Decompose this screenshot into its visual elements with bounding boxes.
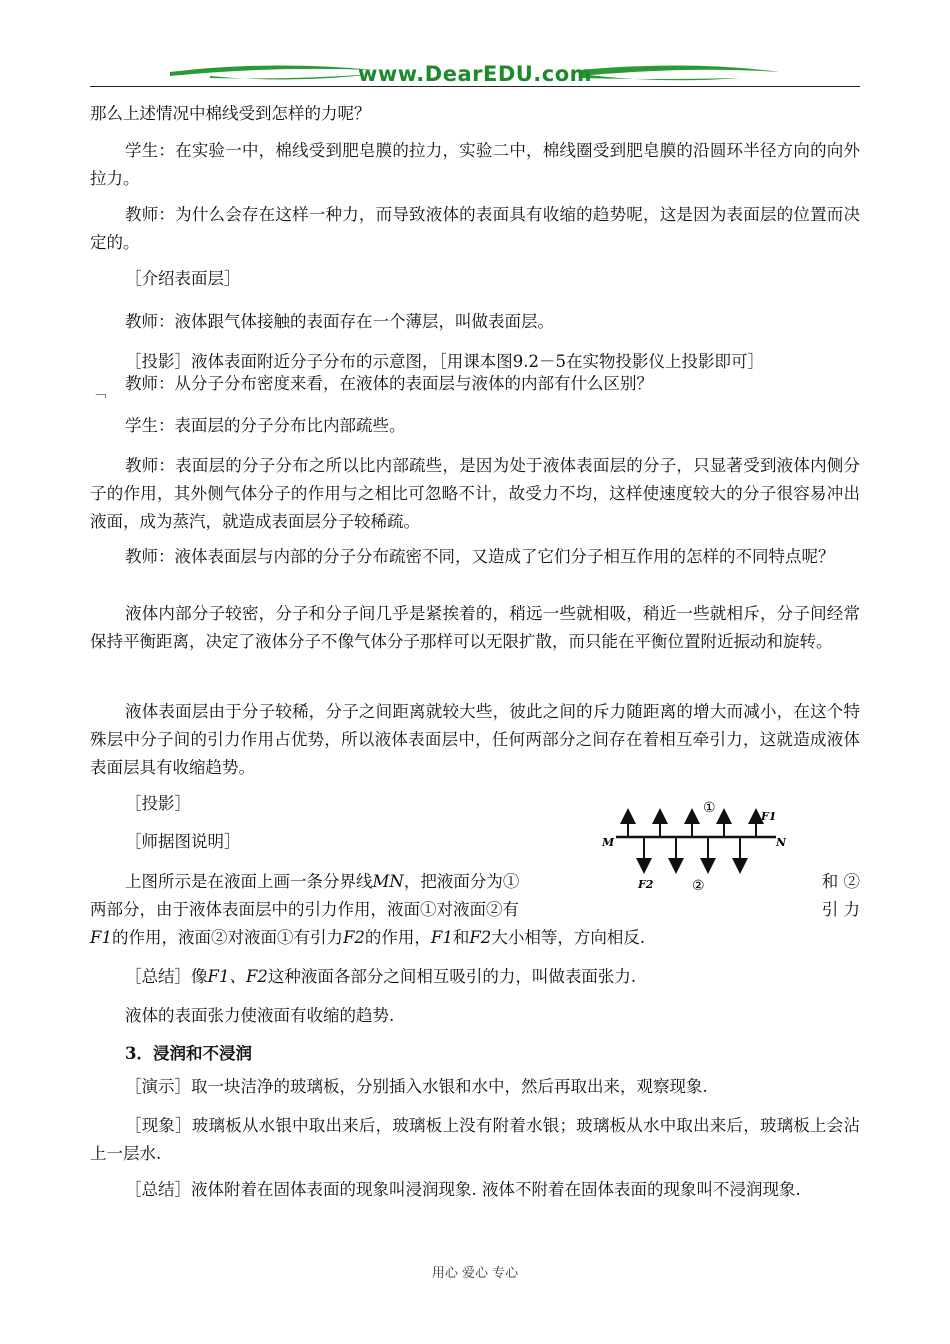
paragraph-line-right: 引 力	[821, 900, 860, 919]
var-f1-f2: F1、F2	[207, 967, 268, 986]
region-2-label: ②	[692, 878, 705, 894]
paragraph-line	[90, 924, 860, 952]
section-heading: 3．浸润和不浸润	[125, 1044, 252, 1063]
var-f2: F2	[469, 928, 492, 947]
paragraph: ［总结］液体附着在固体表面的现象叫浸润现象. 液体不附着在固体表面的现象叫不浸润现象.	[125, 1180, 801, 1199]
paragraph-line: 两部分，由于液体表面层中的引力作用，液面①对液面②有	[90, 900, 519, 919]
text-span: 的作用，	[364, 928, 431, 947]
paragraph: ［演示］取一块洁净的玻璃板，分别插入水银和水中，然后再取出来，观察现象.	[125, 1077, 708, 1096]
footer-text: 用心 爱心 专心	[431, 1266, 519, 1281]
text-span: ，把液面分为①	[403, 872, 520, 891]
paragraph: 教师：从分子分布密度来看，在液体的表面层与液体的内部有什么区别？	[125, 374, 653, 393]
text-span: 的作用，液面②对液面①有引力	[111, 928, 343, 947]
paragraph: 那么上述情况中棉线受到怎样的力呢？	[90, 104, 371, 123]
force-f2-label: F2	[638, 878, 654, 891]
force-f1-label: F1	[761, 810, 777, 823]
paragraph: 液体内部分子较密，分子和分子间几乎是紧挨着的，稍远一些就相吸，稍近一些就相斥，分子间经常保持平衡距离，决定了液体分子不像气体分子那样可以无限扩散，而只能在平衡位置附近振动和旋转。	[90, 604, 860, 651]
point-m-label: M	[602, 836, 615, 849]
bracket-mark: ﹁	[92, 385, 106, 401]
paragraph: ［投影］	[125, 794, 191, 813]
paragraph: 教师：液体跟气体接触的表面存在一个薄层，叫做表面层。	[125, 312, 554, 331]
point-n-label: N	[776, 836, 787, 849]
paragraph-line-right: 和 ②	[821, 872, 860, 891]
var-f1: F1	[90, 928, 112, 947]
text-span: 上图所示是在液面上画一条分界线	[125, 872, 373, 891]
paragraph: 教师：液体表面层与内部的分子分布疏密不同，又造成了它们分子相互作用的怎样的不同特点呢？	[125, 547, 835, 566]
text-span: 这种液面各部分之间相互吸引的力，叫做表面张力.	[267, 967, 637, 986]
paragraph: 学生：表面层的分子分布比内部疏些。	[125, 416, 406, 435]
paragraph: ［师据图说明］	[125, 832, 241, 851]
text-span: ［总结］像	[125, 967, 208, 986]
paragraph: 液体表面层由于分子较稀，分子之间距离就较大些，彼此之间的斥力随距离的增大而减小，在这个特殊层中分子间的引力作用占优势，所以液体表面层中，任何两部分之间存在着相互牵引力，这就造成液体表面层具有收缩趋势。	[90, 702, 860, 777]
header-rule	[90, 86, 860, 87]
paragraph: ［投影］液体表面附近分子分布的示意图，［用课本图9.2－5在实物投影仪上投影即可］	[125, 352, 764, 371]
paragraph: 学生：在实验一中，棉线受到肥皂膜的拉力，实验二中，棉线圈受到肥皂膜的沿圆环半径方向的向外拉力。	[90, 141, 860, 188]
paragraph: ［现象］玻璃板从水银中取出来后，玻璃板上没有附着水银；玻璃板从水中取出来后，玻璃板上会沾上一层水.	[90, 1116, 860, 1163]
site-logo-text: www.DearEDU.com	[357, 62, 593, 86]
region-1-label: ①	[703, 800, 716, 816]
paragraph: 教师：为什么会存在这样一种力，而导致液体的表面具有收缩的趋势呢，这是因为表面层的位置而决定的。	[90, 205, 860, 252]
paragraph: 教师：表面层的分子分布之所以比内部疏些，是因为处于液体表面层的分子，只显著受到液体内侧分子的作用，其外侧气体分子的作用与之相比可忽略不计，故受力不均，这样使速度较大的分子很容易冲出液面，成为蒸汽，就造成表面层分子较稀疏。	[90, 456, 860, 531]
var-f2: F2	[342, 928, 365, 947]
text-span: 大小相等，方向相反.	[491, 928, 646, 947]
paragraph: ［介绍表面层］	[125, 269, 241, 288]
paragraph-line	[90, 963, 860, 991]
var-f1: F1	[430, 928, 453, 947]
paragraph: 液体的表面张力使液面有收缩的趋势.	[125, 1006, 395, 1025]
var-mn: MN	[372, 872, 404, 891]
text-span: 和	[452, 928, 470, 947]
